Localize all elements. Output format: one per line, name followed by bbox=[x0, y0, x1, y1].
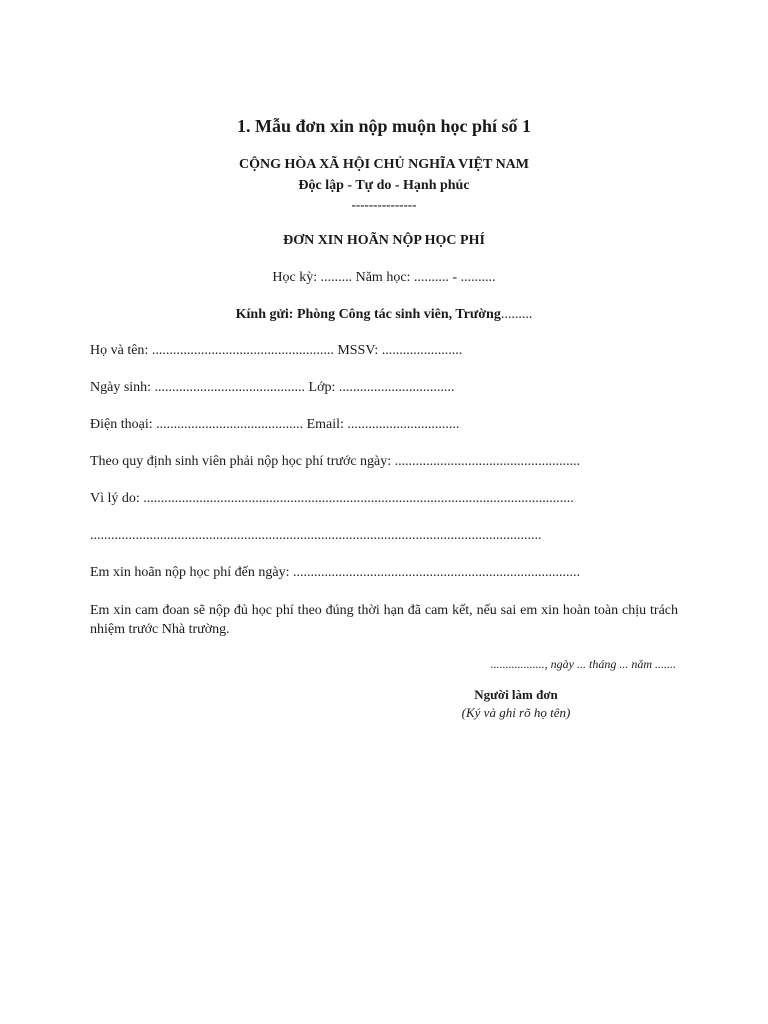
name-mssv-field: Họ và tên: .................................................... MSSV: ....................... bbox=[90, 343, 463, 358]
document-heading: 1. Mẫu đơn xin nộp muộn học phí số 1 bbox=[236, 116, 532, 136]
postpone-date-field: Em xin hoãn nộp học phí đến ngày: .................................................................................. bbox=[90, 565, 580, 580]
signer-note: (Ký và ghi rõ họ tên) bbox=[461, 705, 571, 720]
national-motto: Độc lập - Tự do - Hạnh phúc bbox=[298, 178, 470, 193]
reason-continuation-field: ................................................................................................................................. bbox=[90, 528, 542, 543]
recipient-label: Kính gửi: Phòng Công tác sinh viên, Trường bbox=[235, 307, 501, 322]
term-line: Học kỳ: ......... Năm học: .......... - .......... bbox=[272, 270, 496, 285]
recipient-blank: ......... bbox=[500, 307, 533, 322]
commitment-paragraph: Em xin cam đoan sẽ nộp đủ học phí theo đúng thời hạn đã cam kết, nếu sai em xin hoàn toàn chịu trách nhiệm trước Nhà trường. bbox=[90, 603, 678, 637]
reason-field: Vì lý do: ........................................................................................................................... bbox=[90, 491, 574, 506]
deadline-field: Theo quy định sinh viên phải nộp học phí trước ngày: ..................................................... bbox=[90, 454, 581, 469]
form-title: ĐƠN XIN HOÃN NỘP HỌC PHÍ bbox=[283, 233, 485, 248]
signer-title: Người làm đơn bbox=[474, 687, 558, 702]
birthdate-class-field: Ngày sinh: ........................................... Lớp: ................................. bbox=[90, 380, 455, 395]
motto-separator: --------------- bbox=[351, 197, 417, 212]
date-line: .................., ngày ... tháng ... năm ....... bbox=[490, 657, 676, 671]
recipient-line bbox=[0, 307, 768, 323]
phone-email-field: Điện thoại: .......................................... Email: ................................ bbox=[90, 417, 460, 432]
national-title: CỘNG HÒA XÃ HỘI CHỦ NGHĨA VIỆT NAM bbox=[238, 157, 529, 172]
